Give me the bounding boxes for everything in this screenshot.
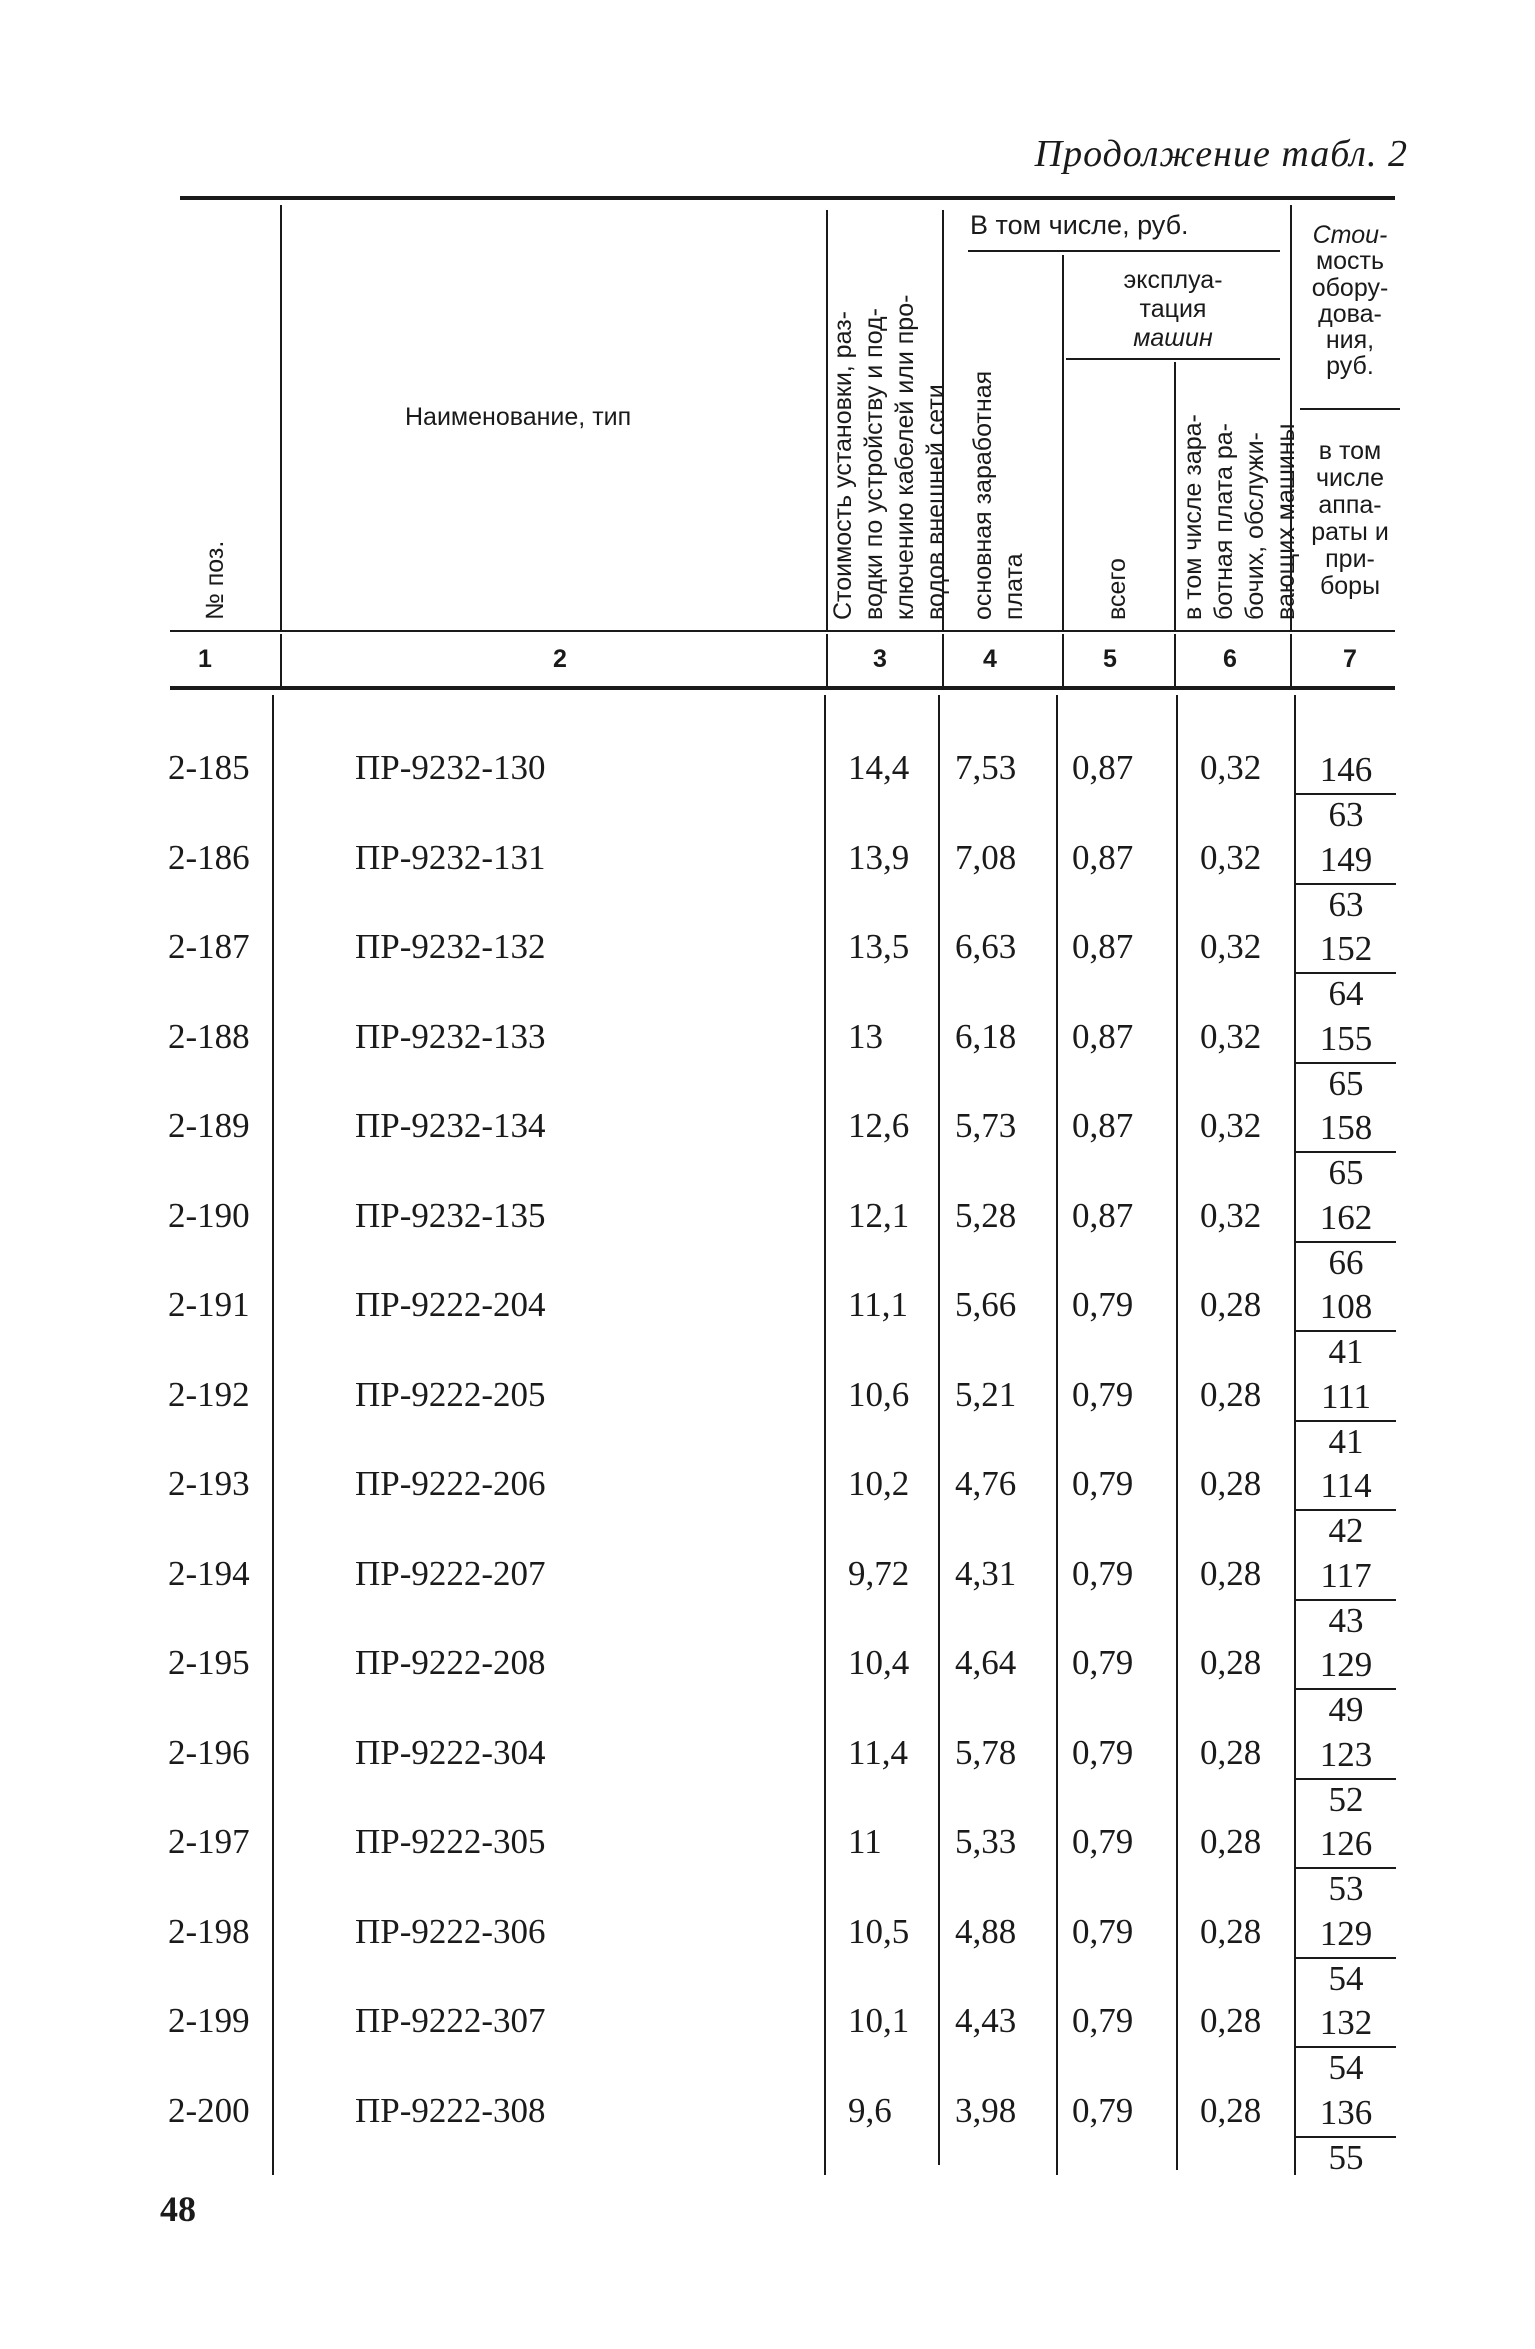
row-exploitation-total: 0,87	[1072, 1106, 1134, 1145]
header-col7-line: руб.	[1326, 352, 1374, 381]
row-exploitation-total: 0,87	[1072, 838, 1134, 877]
row-install-cost: 13,5	[848, 927, 910, 966]
body-divider-3	[938, 695, 940, 2165]
header-machine-exploitation	[1068, 266, 1278, 352]
row-install-cost: 13	[848, 1017, 883, 1056]
row-base-wage: 5,78	[955, 1733, 1017, 1772]
header-col2-name-type: Наименование, тип	[405, 403, 632, 431]
header-col3-install-cost	[828, 295, 952, 620]
colnum-divider-6	[1290, 634, 1292, 686]
row-equipment-cost: 158	[1319, 1108, 1373, 1147]
row-install-cost: 14,4	[848, 748, 910, 787]
column-number: 4	[983, 645, 997, 673]
row-exploitation-total: 0,87	[1072, 748, 1134, 787]
row-position: 2-186	[168, 838, 250, 877]
row-workers-wage: 0,32	[1200, 1106, 1262, 1145]
row-exploitation-total: 0,79	[1072, 1643, 1134, 1682]
row-exploitation-total: 0,87	[1072, 1196, 1134, 1235]
colnum-divider-2	[826, 634, 828, 686]
row-workers-wage: 0,28	[1200, 1733, 1262, 1772]
row-base-wage: 4,76	[955, 1464, 1017, 1503]
row-name-type: ПР-9222-206	[355, 1464, 546, 1503]
row-devices-cost: 43	[1328, 1601, 1364, 1640]
row-name-type: ПР-9232-132	[355, 927, 546, 966]
row-name-type: ПР-9232-133	[355, 1017, 546, 1056]
row-workers-wage: 0,32	[1200, 748, 1262, 787]
header-divider-4	[1062, 255, 1064, 630]
row-equipment-cost: 162	[1319, 1198, 1373, 1237]
row-equipment-cost: 155	[1319, 1019, 1373, 1058]
row-equipment-cost: 111	[1321, 1377, 1371, 1416]
row-name-type: ПР-9222-304	[355, 1733, 546, 1772]
row-workers-wage: 0,32	[1200, 838, 1262, 877]
header-col7-line: дова-	[1318, 299, 1382, 328]
column-number: 2	[553, 645, 567, 673]
header-col3-line: ключению кабелей или про-	[891, 294, 919, 620]
column-number: 6	[1223, 645, 1237, 673]
row-devices-cost: 66	[1328, 1243, 1364, 1282]
row-base-wage: 4,31	[955, 1554, 1017, 1593]
row-workers-wage: 0,28	[1200, 1912, 1262, 1951]
row-equipment-cost: 132	[1319, 2003, 1373, 2042]
row-install-cost: 9,72	[848, 1554, 910, 1593]
row-equipment-cost: 146	[1319, 750, 1373, 789]
row-devices-cost: 65	[1328, 1153, 1364, 1192]
row-devices-cost: 42	[1328, 1511, 1364, 1550]
row-position: 2-189	[168, 1106, 250, 1145]
row-workers-wage: 0,32	[1200, 1196, 1262, 1235]
body-divider-4	[1056, 695, 1058, 2175]
header-group-including: В том числе, руб.	[970, 210, 1189, 240]
column-number: 7	[1343, 645, 1357, 673]
row-name-type: ПР-9222-204	[355, 1285, 546, 1324]
row-position: 2-191	[168, 1285, 250, 1324]
header-col5-total: всего	[1103, 558, 1131, 620]
header-col7-line: Стои-	[1312, 221, 1388, 249]
header-col7b-line: в том	[1318, 437, 1382, 465]
row-install-cost: 10,2	[848, 1464, 910, 1503]
row-equipment-cost: 136	[1319, 2093, 1373, 2132]
row-position: 2-196	[168, 1733, 250, 1772]
header-col4-line: основная заработная	[969, 370, 997, 620]
row-position: 2-200	[168, 2091, 250, 2130]
body-divider-1	[272, 695, 274, 2175]
row-devices-cost: 54	[1328, 2048, 1364, 2087]
row-devices-cost: 53	[1328, 1869, 1364, 1908]
row-equipment-cost: 126	[1319, 1824, 1373, 1863]
row-equipment-cost: 152	[1319, 929, 1373, 968]
header-col6-workers-wage	[1178, 414, 1302, 620]
row-name-type: ПР-9222-208	[355, 1643, 546, 1682]
header-divider-1	[280, 205, 282, 630]
row-name-type: ПР-9232-131	[355, 838, 546, 877]
header-col6-line: бочих, обслужи-	[1241, 432, 1269, 620]
colnum-divider-4	[1062, 634, 1064, 686]
row-position: 2-198	[168, 1912, 250, 1951]
row-base-wage: 7,08	[955, 838, 1017, 877]
row-position: 2-193	[168, 1464, 250, 1503]
row-workers-wage: 0,28	[1200, 1643, 1262, 1682]
header-bottom-rule	[170, 630, 1395, 632]
exploitation-rule	[1066, 358, 1280, 360]
row-workers-wage: 0,28	[1200, 1822, 1262, 1861]
row-position: 2-190	[168, 1196, 250, 1235]
row-position: 2-194	[168, 1554, 250, 1593]
row-equipment-cost: 149	[1319, 840, 1373, 879]
row-base-wage: 5,33	[955, 1822, 1017, 1861]
header-col4-line: плата	[1000, 553, 1028, 620]
row-position: 2-197	[168, 1822, 250, 1861]
row-install-cost: 11,4	[848, 1733, 908, 1772]
row-workers-wage: 0,28	[1200, 2091, 1262, 2130]
row-install-cost: 11	[848, 1822, 882, 1861]
header-col6-line: вающих машины	[1272, 423, 1300, 620]
colnum-divider-5	[1174, 634, 1176, 686]
header-col3-line: водки по устройству и под-	[860, 308, 888, 620]
body-divider-5	[1176, 695, 1178, 2170]
row-name-type: ПР-9222-305	[355, 1822, 546, 1861]
row-workers-wage: 0,32	[1200, 927, 1262, 966]
row-devices-cost: 41	[1328, 1332, 1364, 1371]
row-position: 2-195	[168, 1643, 250, 1682]
row-base-wage: 4,64	[955, 1643, 1017, 1682]
row-install-cost: 10,4	[848, 1643, 910, 1682]
row-equipment-cost: 114	[1320, 1466, 1372, 1505]
row-exploitation-total: 0,87	[1072, 1017, 1134, 1056]
row-devices-cost: 49	[1328, 1690, 1364, 1729]
row-equipment-cost: 108	[1319, 1287, 1373, 1326]
row-exploitation-total: 0,79	[1072, 1822, 1134, 1861]
header-exploitation-line: машин	[1133, 323, 1213, 352]
row-install-cost: 10,1	[848, 2001, 910, 2040]
row-name-type: ПР-9232-135	[355, 1196, 546, 1235]
row-equipment-cost: 117	[1320, 1556, 1372, 1595]
header-col1-position: № поз.	[201, 540, 229, 620]
header-exploitation-line: тация	[1139, 294, 1207, 323]
column-number: 1	[198, 645, 212, 673]
header-col7b-line: боры	[1319, 572, 1381, 600]
row-equipment-cost: 123	[1319, 1735, 1373, 1774]
row-name-type: ПР-9232-130	[355, 748, 546, 787]
row-devices-cost: 63	[1328, 795, 1364, 834]
row-base-wage: 5,73	[955, 1106, 1017, 1145]
row-workers-wage: 0,32	[1200, 1017, 1262, 1056]
table-top-rule	[180, 196, 1395, 200]
header-divider-5	[1174, 362, 1176, 630]
row-devices-cost: 55	[1328, 2138, 1364, 2177]
header-col7-equipment-cost	[1300, 222, 1400, 380]
row-name-type: ПР-9232-134	[355, 1106, 546, 1145]
row-position: 2-188	[168, 1017, 250, 1056]
row-name-type: ПР-9222-207	[355, 1554, 546, 1593]
column-numbers-bottom-rule	[170, 686, 1395, 690]
header-col7-devices	[1300, 438, 1400, 600]
row-base-wage: 3,98	[955, 2091, 1017, 2130]
row-base-wage: 4,88	[955, 1912, 1017, 1951]
row-install-cost: 9,6	[848, 2091, 892, 2130]
header-col7-line: мость	[1315, 247, 1385, 276]
row-name-type: ПР-9222-205	[355, 1375, 546, 1414]
row-name-type: ПР-9222-307	[355, 2001, 546, 2040]
header-exploitation-line: эксплуа-	[1123, 266, 1223, 294]
row-devices-cost: 52	[1328, 1780, 1364, 1819]
row-base-wage: 5,21	[955, 1375, 1017, 1414]
row-equipment-cost: 129	[1319, 1645, 1373, 1684]
header-col6-line: ботная плата ра-	[1210, 423, 1238, 620]
header-col6-line: в том числе зара-	[1179, 414, 1207, 620]
row-exploitation-total: 0,79	[1072, 2001, 1134, 2040]
row-workers-wage: 0,28	[1200, 1554, 1262, 1593]
row-exploitation-total: 0,79	[1072, 1464, 1134, 1503]
row-exploitation-total: 0,79	[1072, 1285, 1134, 1324]
column-number: 3	[873, 645, 887, 673]
row-position: 2-187	[168, 927, 250, 966]
body-divider-2	[824, 695, 826, 2175]
row-base-wage: 6,18	[955, 1017, 1017, 1056]
colnum-divider-3	[942, 634, 944, 686]
row-workers-wage: 0,28	[1200, 1375, 1262, 1414]
row-install-cost: 12,1	[848, 1196, 910, 1235]
row-install-cost: 10,6	[848, 1375, 910, 1414]
header-col4-base-wage	[968, 371, 1030, 620]
col7-split-rule	[1300, 408, 1400, 410]
row-base-wage: 4,43	[955, 2001, 1017, 2040]
row-devices-cost: 65	[1328, 1064, 1364, 1103]
row-devices-cost: 54	[1328, 1959, 1364, 1998]
header-col7b-line: числе	[1316, 464, 1384, 492]
row-name-type: ПР-9222-306	[355, 1912, 546, 1951]
colnum-divider-1	[280, 634, 282, 686]
row-install-cost: 12,6	[848, 1106, 910, 1145]
row-position: 2-199	[168, 2001, 250, 2040]
header-col7b-line: аппа-	[1318, 491, 1382, 519]
row-exploitation-total: 0,79	[1072, 1375, 1134, 1414]
row-exploitation-total: 0,79	[1072, 1554, 1134, 1593]
row-workers-wage: 0,28	[1200, 2001, 1262, 2040]
row-position: 2-192	[168, 1375, 250, 1414]
row-base-wage: 7,53	[955, 748, 1017, 787]
row-base-wage: 5,66	[955, 1285, 1017, 1324]
row-devices-cost: 64	[1328, 974, 1364, 1013]
header-col7-line: обору-	[1311, 273, 1389, 302]
row-devices-cost: 41	[1328, 1422, 1364, 1461]
group-rule	[968, 250, 1280, 252]
row-name-type: ПР-9222-308	[355, 2091, 546, 2130]
column-number: 5	[1103, 645, 1117, 673]
row-install-cost: 10,5	[848, 1912, 910, 1951]
row-exploitation-total: 0,87	[1072, 927, 1134, 966]
row-install-cost: 13,9	[848, 838, 910, 877]
row-base-wage: 6,63	[955, 927, 1017, 966]
row-position: 2-185	[168, 748, 250, 787]
row-equipment-cost: 129	[1319, 1914, 1373, 1953]
header-col7b-line: при-	[1325, 545, 1375, 573]
row-workers-wage: 0,28	[1200, 1464, 1262, 1503]
row-devices-cost: 63	[1328, 885, 1364, 924]
header-col7b-line: раты и	[1311, 518, 1389, 546]
row-install-cost: 11,1	[848, 1285, 908, 1324]
header-col7-line: ния,	[1325, 326, 1375, 354]
header-col3-line: Стоимость установки, раз-	[829, 311, 857, 620]
row-exploitation-total: 0,79	[1072, 1733, 1134, 1772]
row-exploitation-total: 0,79	[1072, 1912, 1134, 1951]
row-workers-wage: 0,28	[1200, 1285, 1262, 1324]
table-continuation-caption: Продолжение табл. 2	[1034, 133, 1408, 175]
row-exploitation-total: 0,79	[1072, 2091, 1134, 2130]
page-number: 48	[160, 2189, 196, 2229]
row-base-wage: 5,28	[955, 1196, 1017, 1235]
header-col3-line: водов внешней сети	[922, 384, 950, 620]
